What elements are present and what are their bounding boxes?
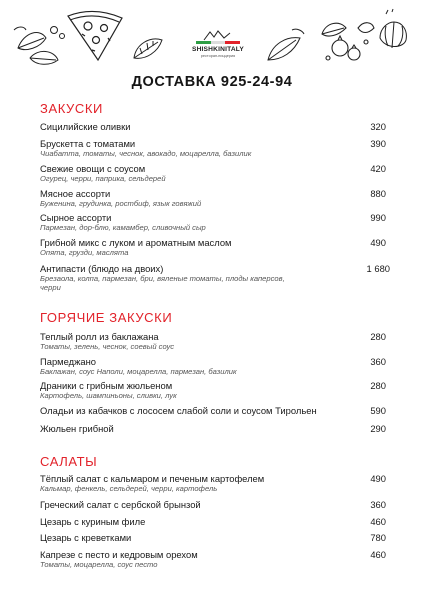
- menu-item: [40, 549, 386, 569]
- leaf-icon: [128, 30, 168, 66]
- menu-item: [40, 516, 386, 527]
- basil-leaves-icon: [10, 18, 70, 70]
- item-name: Сицилийские оливки: [40, 121, 131, 132]
- item-description: Чиабатта, томаты, чеснок, авокадо, моцарелла, базилик: [40, 149, 252, 158]
- flag-bar: [196, 41, 240, 44]
- menu-item: [40, 405, 386, 416]
- garlic-icon: [372, 8, 414, 58]
- item-price: 280: [370, 380, 386, 391]
- item-name: Пармеджано: [40, 356, 96, 367]
- item-price: 490: [370, 473, 386, 484]
- menu-item: [40, 423, 386, 434]
- item-description: Кальмар, фенкель, сельдерей, черри, картофель: [40, 484, 218, 493]
- logo-mark-icon: [200, 28, 234, 42]
- item-price: 420: [370, 163, 386, 174]
- menu-item: [40, 163, 386, 183]
- flag-white: [211, 41, 226, 44]
- menu-item: [40, 356, 386, 376]
- item-name: Жюльен грибной: [40, 423, 114, 434]
- item-name: Тёплый салат с кальмаром и печеным картофелем: [40, 473, 265, 484]
- item-price: 780: [370, 532, 386, 543]
- item-price: 880: [370, 188, 386, 199]
- brand-logo: [183, 41, 253, 58]
- item-description: Томаты, моцарелла, соус песто: [40, 560, 158, 569]
- item-price: 460: [370, 516, 386, 527]
- menu-item: [40, 263, 390, 292]
- menu-item: [40, 473, 386, 493]
- item-price: 1 680: [366, 263, 390, 274]
- item-description: Опята, грузди, маслята: [40, 248, 129, 257]
- menu-item: [40, 212, 386, 232]
- item-description: Пармезан, дор-блю, камамбер, сливочный сыр: [40, 223, 206, 232]
- menu-item: [40, 188, 386, 208]
- menu-item: [40, 380, 386, 400]
- item-name: Греческий салат с сербской брынзой: [40, 499, 201, 510]
- pizza-slice-icon: [64, 8, 126, 64]
- item-name: Оладьи из кабачков с лососем слабой соли и соусом Тирольен: [40, 405, 317, 416]
- item-name: Брускетта с томатами: [40, 138, 136, 149]
- item-name: Мясное ассорти: [40, 188, 111, 199]
- section-title-salads: САЛАТЫ: [40, 454, 98, 469]
- menu-item: [40, 138, 386, 158]
- menu-item: [40, 237, 386, 257]
- menu-item: [40, 331, 386, 351]
- item-price: 590: [370, 405, 386, 416]
- item-name: Цезарь с креветками: [40, 532, 132, 543]
- menu-item: [40, 499, 386, 510]
- item-description: Картофель, шампиньоны, сливки, лук: [40, 391, 177, 400]
- item-description: Томаты, зелень, чеснок, соевый соус: [40, 342, 175, 351]
- item-price: 280: [370, 331, 386, 342]
- item-price: 320: [370, 121, 386, 132]
- item-name: Свежие овощи с соусом: [40, 163, 146, 174]
- item-price: 360: [370, 499, 386, 510]
- item-price: 990: [370, 212, 386, 223]
- item-description: Огурец, черри, паприка, сельдерей: [40, 174, 166, 183]
- item-price: 490: [370, 237, 386, 248]
- item-name: Грибной микс с луком и ароматным маслом: [40, 237, 232, 248]
- menu-item: [40, 532, 386, 543]
- section-title-hot-appetizers: ГОРЯЧИЕ ЗАКУСКИ: [40, 310, 173, 325]
- item-price: 390: [370, 138, 386, 149]
- brand-name: SHISHKINITALY: [191, 46, 245, 53]
- item-name: Цезарь с куриным филе: [40, 516, 146, 527]
- item-price: 290: [370, 423, 386, 434]
- delivery-phone: ДОСТАВКА 925-24-94: [131, 74, 293, 90]
- item-description: Буженина, грудинка, ростбиф, язык говяжий: [40, 199, 202, 208]
- item-name: Капрезе с песто и кедровым орехом: [40, 549, 198, 560]
- item-price: 460: [370, 549, 386, 560]
- tomato-basil-icon: [312, 14, 376, 70]
- item-name: Драники с грибным жюльеном: [40, 380, 173, 391]
- item-name: Сырное ассорти: [40, 212, 112, 223]
- herb-sprig-icon: [262, 26, 308, 66]
- brand-subtitle: ресторан-пиццерия: [200, 54, 236, 58]
- flag-green: [196, 41, 211, 44]
- item-description: Брезаола, колпа, пармезан, бри, вяленые томаты, плоды каперсов, черри: [40, 274, 285, 292]
- header: [0, 0, 424, 78]
- item-description: Баклажан, соус Наполи, моцарелла, пармезан, базилик: [40, 367, 237, 376]
- item-name: Антипасти (блюдо на двоих): [40, 263, 164, 274]
- menu-item: [40, 121, 386, 132]
- item-name: Теплый ролл из баклажана: [40, 331, 159, 342]
- flag-red: [225, 41, 240, 44]
- item-price: 360: [370, 356, 386, 367]
- section-title-appetizers: ЗАКУСКИ: [40, 101, 104, 116]
